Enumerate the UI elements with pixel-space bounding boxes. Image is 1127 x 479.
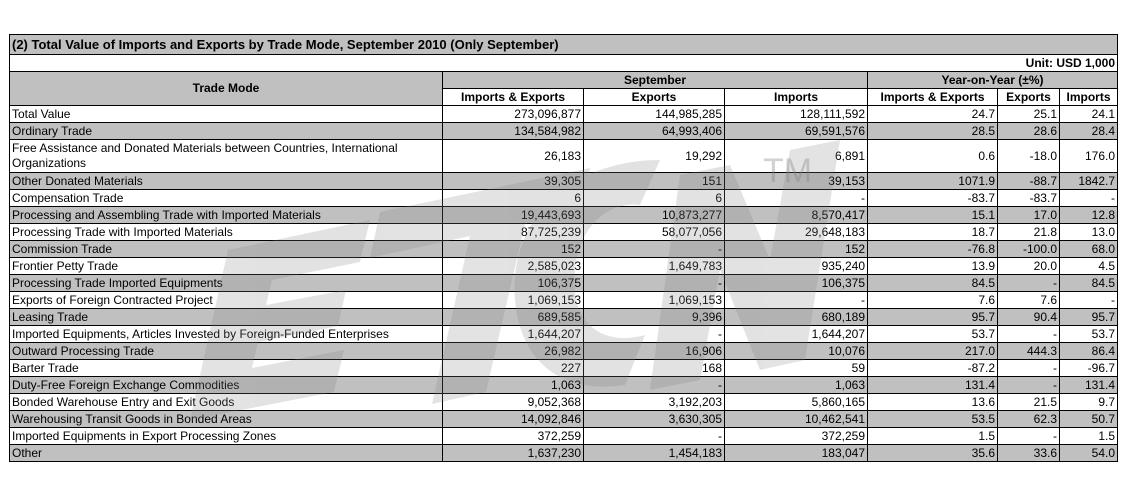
header-row-1 <box>10 72 1118 89</box>
trade-mode-cell: Outward Processing Trade <box>10 343 443 360</box>
sep-imports-cell: 1,644,207 <box>725 326 868 343</box>
table-row <box>10 309 1118 326</box>
trade-mode-cell: Warehousing Transit Goods in Bonded Areas <box>10 411 443 428</box>
yoy-imports-exports-cell: 84.5 <box>868 275 998 292</box>
unit-label: Unit: USD 1,000 <box>10 55 1118 72</box>
table-row <box>10 258 1118 275</box>
yoy-imports-cell: - <box>1060 292 1118 309</box>
trade-mode-cell: Imported Equipments in Export Processing Zones <box>10 428 443 445</box>
sep-imports-cell: 6,891 <box>725 140 868 173</box>
sep-exports-cell: 16,906 <box>584 343 725 360</box>
yoy-imports-cell: 1.5 <box>1060 428 1118 445</box>
header-trade-mode: Trade Mode <box>10 72 443 106</box>
yoy-imports-exports-cell: 15.1 <box>868 207 998 224</box>
trade-mode-cell: Processing Trade with Imported Materials <box>10 224 443 241</box>
sep-imports-cell: 69,591,576 <box>725 123 868 140</box>
trade-mode-cell: Bonded Warehouse Entry and Exit Goods <box>10 394 443 411</box>
sep-imports-exports-cell: 87,725,239 <box>443 224 584 241</box>
yoy-imports-cell: 9.7 <box>1060 394 1118 411</box>
trade-mode-cell: Frontier Petty Trade <box>10 258 443 275</box>
yoy-exports-cell: -18.0 <box>998 140 1060 173</box>
yoy-imports-cell: - <box>1060 190 1118 207</box>
yoy-exports-cell: -100.0 <box>998 241 1060 258</box>
sep-exports-cell: 168 <box>584 360 725 377</box>
sep-imports-exports-cell: 26,982 <box>443 343 584 360</box>
table-body <box>10 106 1118 462</box>
sep-imports-exports-cell: 689,585 <box>443 309 584 326</box>
trade-mode-cell: Imported Equipments, Articles Invested by Foreign-Funded Enterprises <box>10 326 443 343</box>
yoy-imports-exports-cell: 7.6 <box>868 292 998 309</box>
table-row <box>10 292 1118 309</box>
sep-imports-cell: - <box>725 292 868 309</box>
yoy-imports-cell: 131.4 <box>1060 377 1118 394</box>
sep-imports-exports-cell: 26,183 <box>443 140 584 173</box>
trade-mode-cell: Processing Trade Imported Equipments <box>10 275 443 292</box>
yoy-exports-cell: -88.7 <box>998 173 1060 190</box>
yoy-imports-cell: 176.0 <box>1060 140 1118 173</box>
sep-exports-cell: - <box>584 275 725 292</box>
sep-exports-cell: - <box>584 241 725 258</box>
header-sep-imports-exports: Imports & Exports <box>443 89 584 106</box>
yoy-imports-cell: 84.5 <box>1060 275 1118 292</box>
table-row <box>10 343 1118 360</box>
header-sep-exports: Exports <box>584 89 725 106</box>
sep-exports-cell: - <box>584 377 725 394</box>
sep-exports-cell: - <box>584 428 725 445</box>
yoy-exports-cell: - <box>998 275 1060 292</box>
table-row <box>10 428 1118 445</box>
yoy-exports-cell: - <box>998 360 1060 377</box>
sep-imports-cell: 128,111,592 <box>725 106 868 123</box>
yoy-imports-cell: 1842.7 <box>1060 173 1118 190</box>
trade-mode-cell: Other <box>10 445 443 462</box>
yoy-imports-cell: 4.5 <box>1060 258 1118 275</box>
table-row <box>10 140 1118 173</box>
trade-mode-cell: Leasing Trade <box>10 309 443 326</box>
sep-imports-cell: 680,189 <box>725 309 868 326</box>
sep-exports-cell: 58,077,056 <box>584 224 725 241</box>
sep-imports-exports-cell: 227 <box>443 360 584 377</box>
sep-exports-cell: 1,649,783 <box>584 258 725 275</box>
yoy-imports-cell: -96.7 <box>1060 360 1118 377</box>
trade-mode-cell: Duty-Free Foreign Exchange Commodities <box>10 377 443 394</box>
sep-imports-cell: 10,076 <box>725 343 868 360</box>
sep-exports-cell: 6 <box>584 190 725 207</box>
sep-imports-exports-cell: 1,069,153 <box>443 292 584 309</box>
yoy-imports-cell: 53.7 <box>1060 326 1118 343</box>
sep-imports-exports-cell: 152 <box>443 241 584 258</box>
sep-imports-exports-cell: 9,052,368 <box>443 394 584 411</box>
sep-imports-cell: 5,860,165 <box>725 394 868 411</box>
sep-imports-exports-cell: 1,644,207 <box>443 326 584 343</box>
header-yoy-imports: Imports <box>1060 89 1118 106</box>
sep-imports-exports-cell: 1,063 <box>443 377 584 394</box>
header-yoy: Year-on-Year (±%) <box>868 72 1118 89</box>
yoy-imports-exports-cell: -87.2 <box>868 360 998 377</box>
sep-exports-cell: 144,985,285 <box>584 106 725 123</box>
table-row <box>10 224 1118 241</box>
sep-imports-cell: 39,153 <box>725 173 868 190</box>
yoy-exports-cell: 25.1 <box>998 106 1060 123</box>
sep-imports-cell: 372,259 <box>725 428 868 445</box>
table-row <box>10 123 1118 140</box>
table-row <box>10 275 1118 292</box>
sep-exports-cell: 9,396 <box>584 309 725 326</box>
trade-mode-cell: Free Assistance and Donated Materials between Countries, International Organizations <box>10 140 443 173</box>
sep-imports-exports-cell: 14,092,846 <box>443 411 584 428</box>
table-row <box>10 394 1118 411</box>
yoy-imports-cell: 68.0 <box>1060 241 1118 258</box>
yoy-imports-exports-cell: 0.6 <box>868 140 998 173</box>
yoy-imports-exports-cell: 28.5 <box>868 123 998 140</box>
title-row <box>10 35 1118 55</box>
yoy-imports-exports-cell: 53.7 <box>868 326 998 343</box>
sep-exports-cell: 1,069,153 <box>584 292 725 309</box>
header-sep-imports: Imports <box>725 89 868 106</box>
sep-exports-cell: 10,873,277 <box>584 207 725 224</box>
yoy-exports-cell: 28.6 <box>998 123 1060 140</box>
sep-imports-cell: 152 <box>725 241 868 258</box>
trade-mode-cell: Other Donated Materials <box>10 173 443 190</box>
yoy-imports-cell: 50.7 <box>1060 411 1118 428</box>
sep-imports-cell: 1,063 <box>725 377 868 394</box>
yoy-imports-cell: 28.4 <box>1060 123 1118 140</box>
trade-table-container <box>9 34 1117 462</box>
sep-imports-exports-cell: 39,305 <box>443 173 584 190</box>
yoy-exports-cell: 17.0 <box>998 207 1060 224</box>
table-row <box>10 106 1118 123</box>
header-yoy-exports: Exports <box>998 89 1060 106</box>
yoy-exports-cell: 21.8 <box>998 224 1060 241</box>
sep-imports-exports-cell: 273,096,877 <box>443 106 584 123</box>
sep-imports-cell: 29,648,183 <box>725 224 868 241</box>
yoy-exports-cell: 21.5 <box>998 394 1060 411</box>
yoy-imports-exports-cell: 13.6 <box>868 394 998 411</box>
sep-exports-cell: 3,192,203 <box>584 394 725 411</box>
sep-imports-exports-cell: 2,585,023 <box>443 258 584 275</box>
trade-mode-cell: Compensation Trade <box>10 190 443 207</box>
yoy-imports-cell: 12.8 <box>1060 207 1118 224</box>
table-row <box>10 173 1118 190</box>
sep-imports-cell: 10,462,541 <box>725 411 868 428</box>
yoy-exports-cell: 62.3 <box>998 411 1060 428</box>
yoy-imports-exports-cell: 24.7 <box>868 106 998 123</box>
table-row <box>10 411 1118 428</box>
yoy-exports-cell: 90.4 <box>998 309 1060 326</box>
table-row <box>10 377 1118 394</box>
yoy-imports-exports-cell: 18.7 <box>868 224 998 241</box>
sep-exports-cell: 3,630,305 <box>584 411 725 428</box>
sep-imports-exports-cell: 19,443,693 <box>443 207 584 224</box>
trade-mode-cell: Ordinary Trade <box>10 123 443 140</box>
yoy-imports-exports-cell: 53.5 <box>868 411 998 428</box>
yoy-imports-exports-cell: 217.0 <box>868 343 998 360</box>
sep-imports-exports-cell: 372,259 <box>443 428 584 445</box>
yoy-imports-cell: 86.4 <box>1060 343 1118 360</box>
yoy-exports-cell: - <box>998 377 1060 394</box>
sep-imports-cell: - <box>725 190 868 207</box>
yoy-imports-cell: 54.0 <box>1060 445 1118 462</box>
sep-imports-exports-cell: 134,584,982 <box>443 123 584 140</box>
table-row <box>10 445 1118 462</box>
yoy-imports-exports-cell: 13.9 <box>868 258 998 275</box>
trade-mode-cell: Exports of Foreign Contracted Project <box>10 292 443 309</box>
sep-imports-exports-cell: 1,637,230 <box>443 445 584 462</box>
yoy-exports-cell: 33.6 <box>998 445 1060 462</box>
yoy-exports-cell: -83.7 <box>998 190 1060 207</box>
trade-mode-table <box>9 34 1118 462</box>
sep-exports-cell: 19,292 <box>584 140 725 173</box>
sep-exports-cell: - <box>584 326 725 343</box>
yoy-imports-cell: 95.7 <box>1060 309 1118 326</box>
sep-imports-cell: 59 <box>725 360 868 377</box>
table-row <box>10 241 1118 258</box>
sep-imports-cell: 183,047 <box>725 445 868 462</box>
table-title: (2) Total Value of Imports and Exports by Trade Mode, September 2010 (Only September) <box>10 35 1118 55</box>
sep-imports-cell: 106,375 <box>725 275 868 292</box>
trade-mode-cell: Total Value <box>10 106 443 123</box>
sep-imports-exports-cell: 6 <box>443 190 584 207</box>
yoy-imports-exports-cell: -83.7 <box>868 190 998 207</box>
table-row <box>10 190 1118 207</box>
yoy-imports-exports-cell: -76.8 <box>868 241 998 258</box>
yoy-imports-cell: 24.1 <box>1060 106 1118 123</box>
trade-mode-cell: Processing and Assembling Trade with Imported Materials <box>10 207 443 224</box>
sep-imports-cell: 8,570,417 <box>725 207 868 224</box>
trade-mode-cell: Barter Trade <box>10 360 443 377</box>
header-yoy-imports-exports: Imports & Exports <box>868 89 998 106</box>
yoy-imports-exports-cell: 1.5 <box>868 428 998 445</box>
sep-exports-cell: 151 <box>584 173 725 190</box>
watermark-tm: TM <box>763 152 813 190</box>
yoy-imports-cell: 13.0 <box>1060 224 1118 241</box>
yoy-exports-cell: - <box>998 326 1060 343</box>
table-row <box>10 326 1118 343</box>
header-september: September <box>443 72 868 89</box>
yoy-imports-exports-cell: 1071.9 <box>868 173 998 190</box>
yoy-imports-exports-cell: 131.4 <box>868 377 998 394</box>
sep-exports-cell: 1,454,183 <box>584 445 725 462</box>
table-row <box>10 360 1118 377</box>
yoy-exports-cell: 444.3 <box>998 343 1060 360</box>
sep-exports-cell: 64,993,406 <box>584 123 725 140</box>
unit-row <box>10 55 1118 72</box>
yoy-exports-cell: 7.6 <box>998 292 1060 309</box>
table-row <box>10 207 1118 224</box>
trade-mode-cell: Commission Trade <box>10 241 443 258</box>
sep-imports-cell: 935,240 <box>725 258 868 275</box>
yoy-exports-cell: - <box>998 428 1060 445</box>
yoy-exports-cell: 20.0 <box>998 258 1060 275</box>
yoy-imports-exports-cell: 95.7 <box>868 309 998 326</box>
yoy-imports-exports-cell: 35.6 <box>868 445 998 462</box>
sep-imports-exports-cell: 106,375 <box>443 275 584 292</box>
